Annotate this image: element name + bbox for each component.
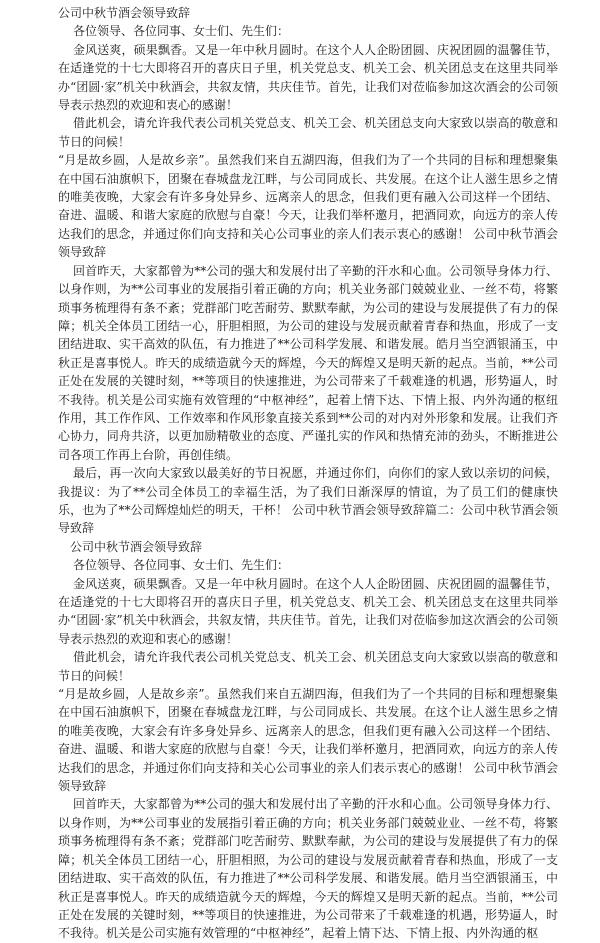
greeting-repeat: 各位领导、各位同事、女士们、先生们： (73, 558, 290, 573)
paragraph-hometown: “月是故乡圆，人是故乡亲”。虽然我们来自五湖四海，但我们为了一个共同的目标和理想聚集在中国石油旗帜下，团聚在春城盘龙江畔，与公司同成长、共发展。在这个让人滋生思乡之情的唯美夜晚，大家会有许多身处异乡、远离亲人的思念，但我们更有融入公司这样一个团结、奋进、温暖、和谐大家庭的欣慰与自豪！今天，让我们举杯邀月，把酒同欢，向远方的亲人传达我们的思念，并通过你们向支持和关心公司事业的亲人们表示衷心的感谢！ 公司中秋节酒会领导致辞 (58, 153, 558, 260)
document-page (58, 4, 558, 941)
paragraph-toast: 最后，再一次向大家致以最美好的节日祝愿，并通过你们，向你们的家人致以亲切的问候，我提议：为了**公司全体员工的幸福生活，为了我们日渐深厚的情谊，为了员工们的健康快乐，也为了**公司辉煌灿烂的明天，干杯！ 公司中秋节酒会领导致辞篇二：公司中秋节酒会领导致辞 (58, 466, 558, 536)
greeting: 各位领导、各位同事、女士们、先生们： (73, 24, 290, 39)
section-title: 公司中秋节酒会领导致辞 (70, 539, 203, 554)
document-title: 公司中秋节酒会领导致辞 (58, 6, 191, 20)
paragraph-regards-repeat: 借此机会，请允许我代表公司机关党总支、机关工会、机关团总支向大家致以崇高的敬意和节日的问候！ (58, 650, 558, 683)
paragraph-review-repeat: 回首昨天，大家都曾为**公司的强大和发展付出了辛勤的汗水和心血。公司领导身体力行、以身作则，为**公司事业的发展指引着正确的方向；机关业务部门兢兢业业、一丝不苟，将繁琐事务梳理得有条不紊；党群部门吃苦耐劳、默默奉献，为公司的建设与发展提供了有力的保障；机关全体员工团结一心，肝胆相照，为公司的建设与发展贡献着青春和热血，形成了一支团结进取、实干高效的队伍，有力推进了**公司科学发展、和谐发展。皓月当空洒银涌玉，中秋正是喜事悦人。昨天的成绩造就今天的辉煌，今天的辉煌又是明天新的起点。当前，**公司正处在发展的关键时刻，**等项目的快速推进，为公司带来了千载难逢的机遇，形势逼人，时不我待。机关是公司实施有效管理的“中枢神经”，起着上情下达、下情上报、内外沟通的枢 (58, 797, 558, 941)
paragraph-hometown-repeat: “月是故乡圆，人是故乡亲”。虽然我们来自五湖四海，但我们为了一个共同的目标和理想聚集在中国石油旗帜下，团聚在春城盘龙江畔，与公司同成长、共发展。在这个让人滋生思乡之情的唯美夜晚，大家会有许多身处异乡、远离亲人的思念，但我们更有融入公司这样一个团结、奋进、温暖、和谐大家庭的欣慰与自豪！今天，让我们举杯邀月，把酒同欢，向远方的亲人传达我们的思念，并通过你们向支持和关心公司事业的亲人们表示衷心的感谢！ 公司中秋节酒会领导致辞 (58, 687, 558, 794)
paragraph-opening: 金风送爽，硕果飘香。又是一年中秋月圆时。在这个人人企盼团圆、庆祝团圆的温馨佳节，在适逢党的十七大即将召开的喜庆日子里，机关党总支、机关工会、机关团总支在这里共同举办“团圆·家”机关中秋酒会，共叙友情，共庆佳节。首先，让我们对莅临参加这次酒会的公司领导表示热烈的欢迎和衷心的感谢！ (58, 42, 558, 113)
paragraph-review: 回首昨天，大家都曾为**公司的强大和发展付出了辛勤的汗水和心血。公司领导身体力行、以身作则，为**公司事业的发展指引着正确的方向；机关业务部门兢兢业业、一丝不苟，将繁琐事务梳理得有条不紊；党群部门吃苦耐劳、默默奉献，为公司的建设与发展提供了有力的保障；机关全体员工团结一心，肝胆相照，为公司的建设与发展贡献着青春和热血，形成了一支团结进取、实干高效的队伍，有力推进了**公司科学发展、和谐发展。皓月当空洒银涌玉，中秋正是喜事悦人。昨天的成绩造就今天的辉煌，今天的辉煌又是明天新的起点。当前，**公司正处在发展的关键时刻，**等项目的快速推进，为公司带来了千载难逢的机遇，形势逼人，时不我待。机关是公司实施有效管理的“中枢神经”，起着上情下达、下情上报、内外沟通的枢纽作用，其工作作风、工作效率和作风形象直接关系到**公司的对内对外形象和发展。让我们齐心协力，同舟共济，以更加励精敬业的态度、严谨扎实的作风和热情充沛的劲头，不断推进公司各项工作再上台阶，再创佳绩。 (58, 263, 558, 462)
paragraph-regards: 借此机会，请允许我代表公司机关党总支、机关工会、机关团总支向大家致以崇高的敬意和节日的问候！ (58, 116, 558, 149)
paragraph-opening-repeat: 金风送爽，硕果飘香。又是一年中秋月圆时。在这个人人企盼团圆、庆祝团圆的温馨佳节，在适逢党的十七大即将召开的喜庆日子里，机关党总支、机关工会、机关团总支在这里共同举办“团圆·家”机关中秋酒会，共叙友情，共庆佳节。首先，让我们对莅临参加这次酒会的公司领导表示热烈的欢迎和衷心的感谢！ (58, 576, 558, 646)
